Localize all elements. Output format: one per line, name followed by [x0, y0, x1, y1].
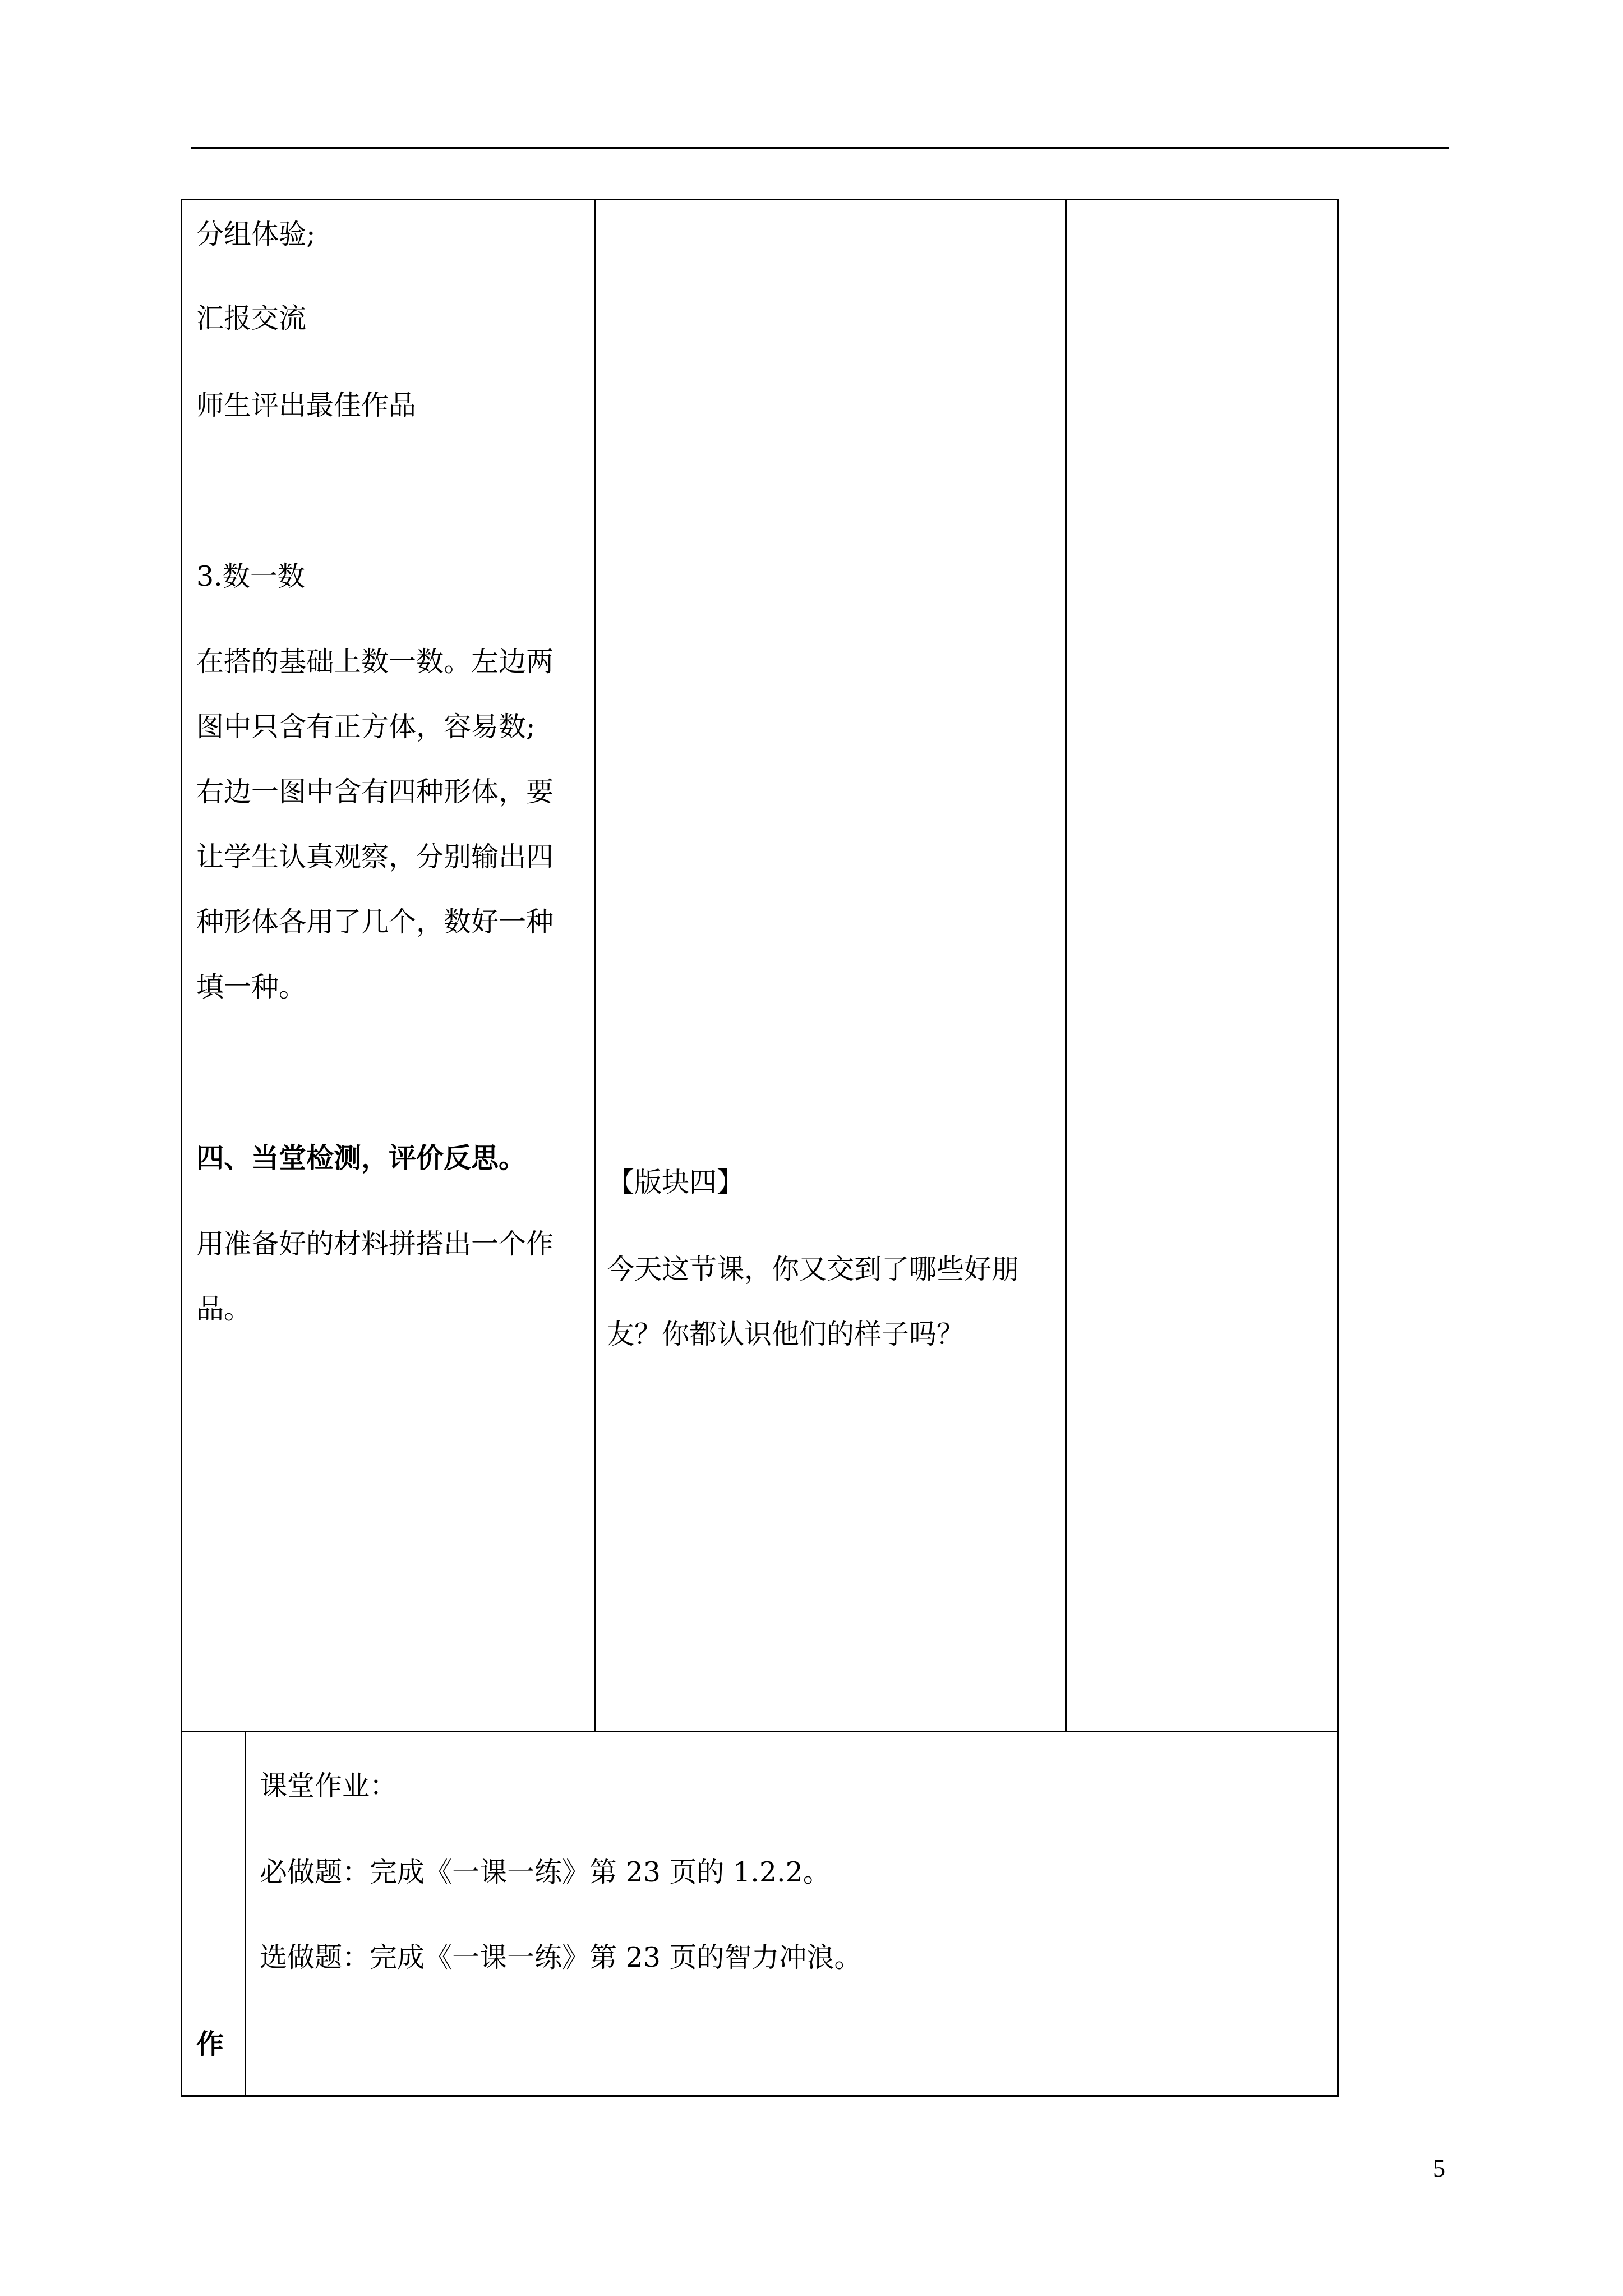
- block-label: 【版块四】: [607, 1166, 745, 1198]
- column-divider-2: [1065, 200, 1067, 1731]
- col1-line: 填一种。: [196, 971, 307, 1003]
- homework-label-divider: [245, 1731, 246, 2095]
- homework-optional: 选做题：完成《一课一练》第 23 页的智力冲浪。: [260, 1941, 862, 1973]
- section4-heading: 四、当堂检测，评价反思。: [196, 1142, 527, 1174]
- page-number: 5: [1433, 2155, 1445, 2182]
- col2-line: 今天这节课，你又交到了哪些好朋: [607, 1253, 1020, 1285]
- col1-line: 分组体验;: [196, 218, 316, 250]
- col1-line: 图中只含有正方体，容易数;: [196, 711, 536, 743]
- col1-line: 3.数一数: [196, 560, 305, 592]
- homework-required: 必做题：完成《一课一练》第 23 页的 1.2.2。: [260, 1856, 831, 1888]
- homework-title: 课堂作业：: [260, 1770, 398, 1802]
- col1-line: 用准备好的材料拼搭出一个作: [196, 1228, 554, 1260]
- col1-line: 右边一图中含有四种形体，要: [196, 776, 554, 808]
- col1-line: 师生评出最佳作品: [196, 389, 417, 421]
- col2-line: 友？你都认识他们的样子吗？: [607, 1318, 965, 1350]
- header-rule: [191, 147, 1449, 149]
- col1-line: 在搭的基础上数一数。左边两: [196, 646, 554, 678]
- col1-line: 种形体各用了几个，数好一种: [196, 906, 554, 938]
- col1-line: 汇报交流: [196, 302, 307, 334]
- col1-line: 让学生认真观察，分别输出四: [196, 841, 554, 873]
- col1-line: 品。: [196, 1293, 252, 1325]
- column-divider-1: [594, 200, 596, 1731]
- row-divider: [182, 1731, 1337, 1732]
- homework-side-label: 作: [196, 2028, 224, 2060]
